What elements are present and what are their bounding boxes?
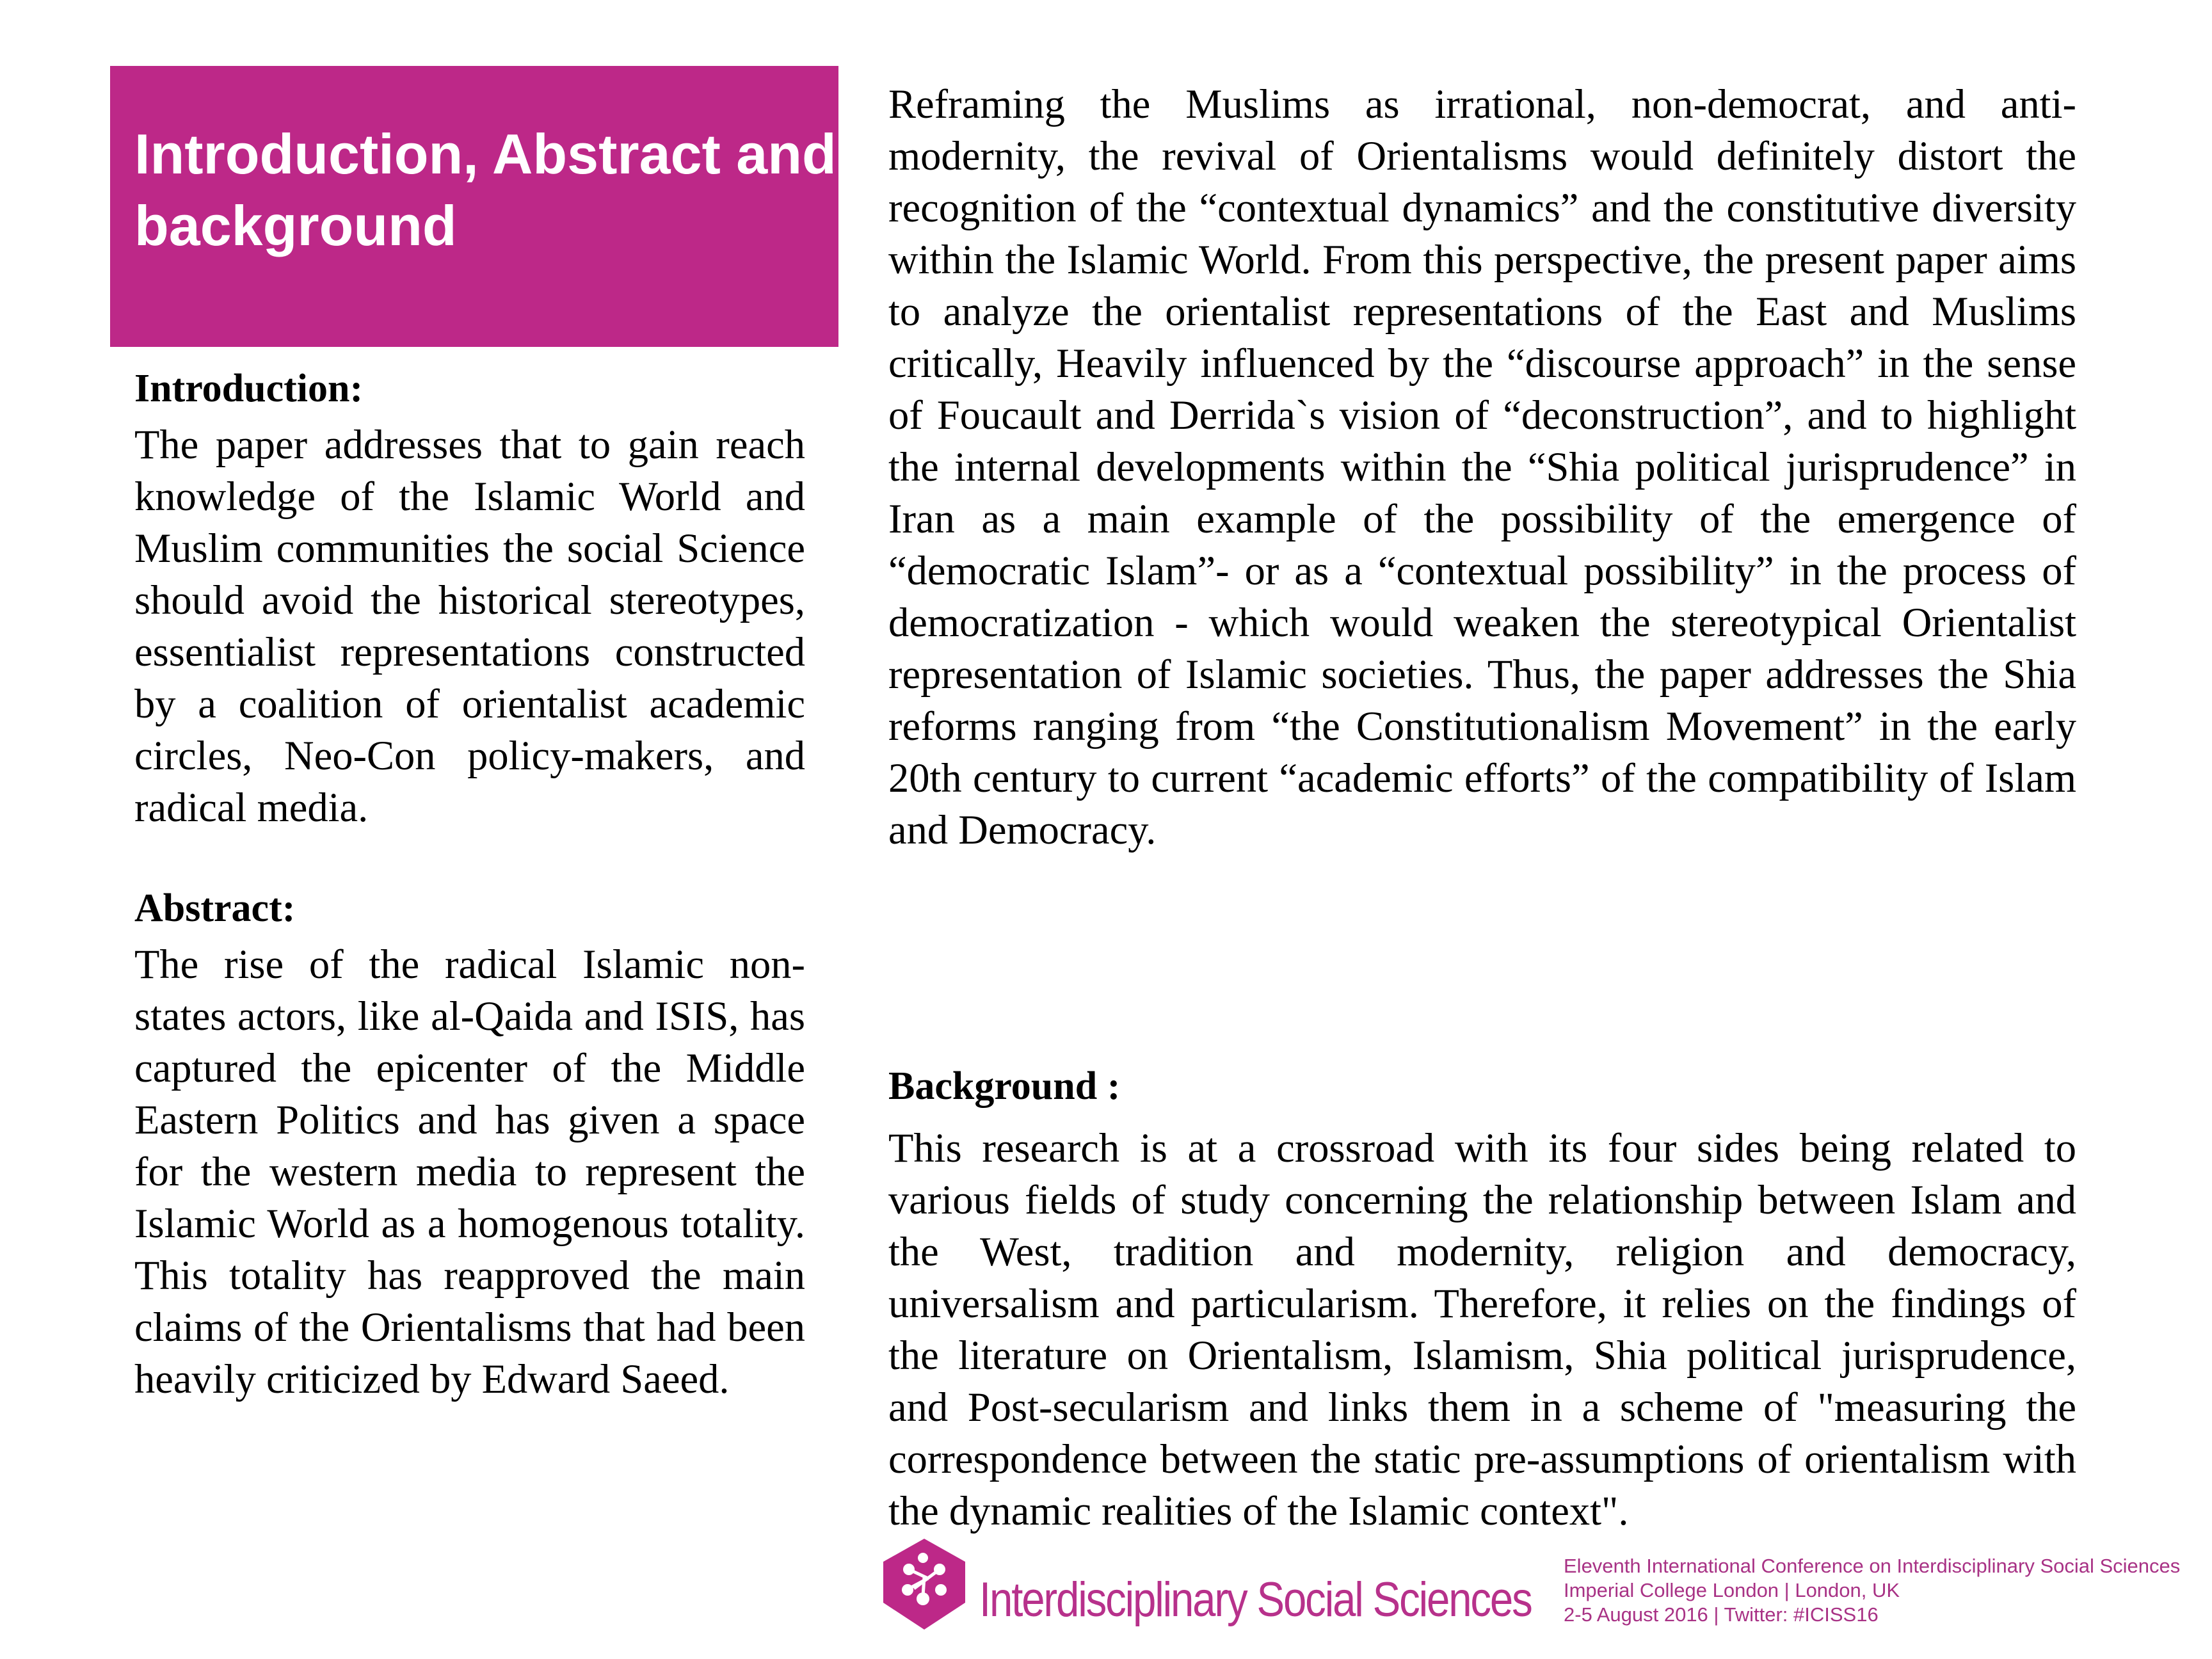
logo-text: Interdisciplinary Social Sciences [979,1573,1532,1627]
background-heading: Background : [888,1064,1121,1108]
right-column [888,78,2076,856]
abstract-heading: Abstract: [134,886,296,930]
left-column [134,358,805,1405]
introduction-text: The paper addresses that to gain reach knowledge of the Islamic World and Muslim communities the social Science should avoid the historical stereotypes, essentialist representations constructed by a coalition of orientalist academic circles, Neo-Con policy-makers, and radical media. [134,422,805,830]
abstract-continuation-text: Reframing the Muslims as irrational, non-democrat, and anti-modernity, the revival of Orientalisms would definitely distort the recognition of the “contextual dynamics” and the constitutive diversity within the Islamic World. From this perspective, the present paper aims to analyze the orientalist representations of the East and Muslims critically, Heavily influenced by the “discourse approach” in the sense of Foucault and Derrida`s vision of “deconstruction”, and to highlight the internal developments within the “Shia political jurisprudence” in Iran as a main example of the possibility of the emergence of “democratic Islam”- or as a “contextual possibility” in the process of democratization - which would weaken the stereotypical Orientalist representation of Islamic societies. Thus, the paper addresses the Shia reforms ranging from “the Constitutionalism Movement” in the early 20th century to current “academic efforts” of the compatibility of Islam and Democracy. [888,81,2076,853]
title-box [110,66,838,347]
abstract-text: The rise of the radical Islamic non-states actors, like al-Qaida and ISIS, has captured the epicenter of the Middle Eastern Politics and has given a space for the western media to represent the Islamic World as a homogenous totality. This totality has reapproved the main claims of the Orientalisms that had been heavily criticized by Edward Saeed. [134,942,805,1402]
introduction-heading: Introduction: [134,367,364,410]
conference-info [1564,1554,2191,1627]
page-title: Introduction, Abstract and background [134,122,837,257]
background-text: This research is at a crossroad with its four sides being related to various fields of study concerning the relationship between Islam and the West, tradition and modernity, religion and democracy, universalism and particularism. Therefore, it relies on the findings of the literature on Orientalism, Islamism, Shia political jurisprudence, and Post-secularism and links them in a scheme of "measuring the correspondence between the static pre-assumptions of orientalism with the dynamic realities of the Islamic context". [888,1125,2076,1534]
conference-name: Eleventh International Conference on Interdisciplinary Social Sciences [1564,1555,2181,1577]
network-hexagon-icon [883,1539,965,1630]
conference-date: 2-5 August 2016 | Twitter: #ICISS16 [1564,1603,1879,1626]
conference-venue: Imperial College London | London, UK [1564,1579,1900,1601]
